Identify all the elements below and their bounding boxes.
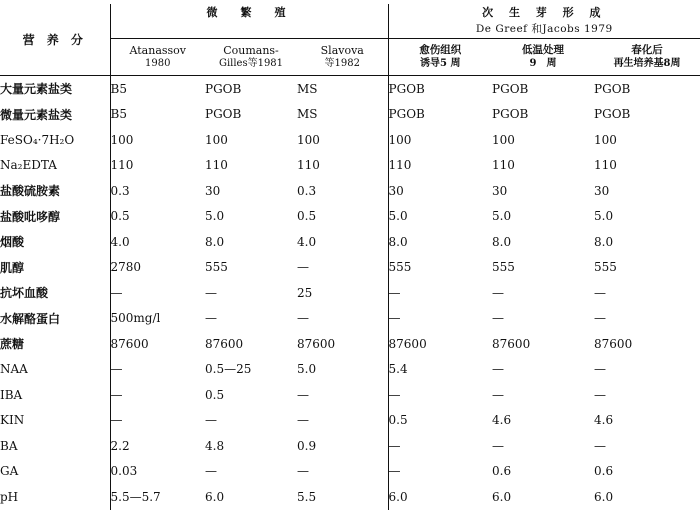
column-header-line1: Atanassov [129,44,186,57]
table-cell: — [297,311,309,326]
table-cell: 30 [492,183,508,198]
column-header [205,39,297,76]
row-label: 盐酸硫胺素 [0,184,61,199]
table-cell: PGOB [388,76,492,102]
table-cell: — [594,285,607,300]
table-cell: 87600 [594,336,633,351]
table-cell: 5.5 [297,489,317,504]
table-row [0,459,700,485]
table-cell: — [492,311,505,326]
group-micropropagation-title: 微 繁 殖 [206,6,292,19]
table-cell: PGOB [492,107,529,122]
table-cell: 555 [594,260,617,275]
table-cell: — [388,280,492,306]
row-label: 大量元素盐类 [0,82,73,97]
table-cell: 110 [594,158,617,173]
table-cell: 8.0 [492,234,512,249]
table-cell: 100 [205,132,228,147]
row-label: Na₂EDTA [0,158,57,173]
table-row [0,127,700,153]
table-row [0,433,700,459]
table-cell: 555 [492,260,515,275]
table-cell: 0.6 [492,464,512,479]
nutrient-table [0,4,700,510]
table-cell: 0.6 [594,464,614,479]
row-label: 微量元素盐类 [0,107,73,122]
table-cell: 2.2 [110,433,205,459]
table-cell: B5 [110,76,205,102]
row-label: GA [0,464,19,479]
table-body [0,76,700,510]
table-cell: 110 [492,158,515,173]
table-cell: 4.0 [110,229,205,255]
table-cell: — [297,464,309,479]
table-cell: 87600 [110,331,205,357]
table-cell: — [388,382,492,408]
table-cell: 0.5 [110,204,205,230]
table-cell: 30 [388,178,492,204]
table-cell: 555 [205,260,228,275]
table-cell: — [388,306,492,332]
group-secondary-bud-source: De Greef 和Jacobs 1979 [475,23,613,35]
table-cell: — [110,382,205,408]
table-cell: 0.5 [297,209,317,224]
table-cell: — [388,459,492,485]
row-label: pH [0,489,19,504]
column-header-line1: 低温处理 [522,44,565,56]
table-cell: MS [297,81,318,96]
table-cell: 4.6 [492,413,512,428]
table-cell: 87600 [492,336,531,351]
row-header: 营 养 分 [0,4,110,76]
table-cell: — [205,413,217,428]
column-header-line1: Slavova [320,44,364,57]
table-cell: 500mg/l [110,306,205,332]
column-header-line1: Coumans- [223,44,279,57]
table-cell: 8.0 [594,234,614,249]
table-row [0,229,700,255]
column-header-line1: 愈伤组织 [419,44,462,56]
table-cell: — [205,464,217,479]
table-row [0,306,700,332]
table-cell: 30 [205,183,221,198]
row-label: BA [0,438,18,453]
column-header-line2: 等1982 [324,58,360,69]
table-cell: PGOB [492,81,529,96]
column-header-line1: 春化后 [631,44,663,56]
column-header-line2: 1980 [145,58,171,69]
table-row [0,255,700,281]
group-secondary-bud [388,4,700,39]
table-cell: — [110,280,205,306]
table-cell: — [297,260,309,275]
table-cell: 87600 [297,336,336,351]
table-cell: 0.3 [297,183,317,198]
table-cell: 30 [594,183,610,198]
table-cell: 110 [388,153,492,179]
table-cell: 6.0 [492,489,512,504]
row-label: 水解酪蛋白 [0,311,61,326]
group-secondary-bud-title: 次 生 芽 形 成 [482,6,607,19]
table-cell: 100 [110,127,205,153]
table-cell: 110 [205,158,228,173]
table-cell: — [205,311,217,326]
table-cell: — [297,387,309,402]
table-cell: 6.0 [388,484,492,510]
table-cell: 100 [297,132,320,147]
group-micropropagation [110,4,388,39]
table-cell: PGOB [205,81,242,96]
table-row [0,357,700,383]
table-cell: 0.9 [297,438,317,453]
table-cell: 100 [388,127,492,153]
table-cell: PGOB [205,107,242,122]
table-cell: 6.0 [205,489,225,504]
table-cell: B5 [110,102,205,128]
row-label: IBA [0,387,23,402]
table-cell: 5.0 [388,204,492,230]
table-cell: — [594,362,607,377]
table-cell: — [492,438,505,453]
column-header-line2: 诱导5 周 [420,58,461,69]
table-cell: 555 [388,255,492,281]
row-label: 蔗糖 [0,337,25,352]
column-header-line2: Gilles等1981 [218,58,284,69]
table-cell: 87600 [388,331,492,357]
row-label: 肌醇 [0,260,25,275]
table-cell: 8.0 [388,229,492,255]
table-row [0,76,700,102]
table-cell: 4.0 [297,234,317,249]
table-row [0,178,700,204]
column-header [492,39,594,76]
row-label: 抗坏血酸 [0,286,49,301]
table-cell: 4.6 [594,413,614,428]
table-row [0,408,700,434]
table-cell: — [594,387,607,402]
column-header [297,39,388,76]
table-row [0,280,700,306]
table-cell: 25 [297,285,313,300]
table-cell: — [110,408,205,434]
column-header [388,39,492,76]
table-cell: PGOB [594,81,631,96]
table-cell: PGOB [594,107,631,122]
table-row [0,382,700,408]
table-cell: 5.0 [205,209,225,224]
table-row [0,484,700,510]
table-cell: 0.3 [110,178,205,204]
table-cell: 0.5 [205,387,225,402]
row-label: NAA [0,362,28,377]
table-cell: 110 [297,158,320,173]
table-cell: 4.8 [205,438,225,453]
column-header-line2: 再生培养基8周 [613,58,681,69]
table-cell: — [297,413,309,428]
table-cell: 5.0 [594,209,614,224]
column-header [110,39,205,76]
table-cell: — [594,438,607,453]
row-label: FeSO₄·7H₂O [0,132,75,147]
table-row [0,102,700,128]
table-cell: 5.0 [492,209,512,224]
table-cell: 6.0 [594,489,614,504]
table-cell: 0.5—25 [205,362,252,377]
table-cell: — [388,433,492,459]
table-cell: 87600 [205,336,244,351]
table-cell: — [492,285,505,300]
table-row [0,153,700,179]
table-cell: PGOB [388,102,492,128]
table-row [0,331,700,357]
row-label: 盐酸吡哆醇 [0,209,61,224]
table-cell: 100 [594,132,617,147]
row-label: 烟酸 [0,235,25,250]
table-cell: — [205,285,217,300]
table-cell: MS [297,107,318,122]
table-cell: 5.5—5.7 [110,484,205,510]
table-cell: 2780 [110,255,205,281]
table-cell: — [492,362,505,377]
table-cell: — [492,387,505,402]
table-cell: 8.0 [205,234,225,249]
column-header-line2: 9 周 [529,58,557,69]
table-cell: — [110,357,205,383]
table-cell: 5.4 [388,357,492,383]
table-cell: 5.0 [297,362,317,377]
table-cell: 0.03 [110,459,205,485]
table-cell: 0.5 [388,408,492,434]
table-cell: — [594,311,607,326]
row-label: KIN [0,413,25,428]
table-cell: 100 [492,132,515,147]
column-header [594,39,700,76]
table-row [0,204,700,230]
table-cell: 110 [110,153,205,179]
